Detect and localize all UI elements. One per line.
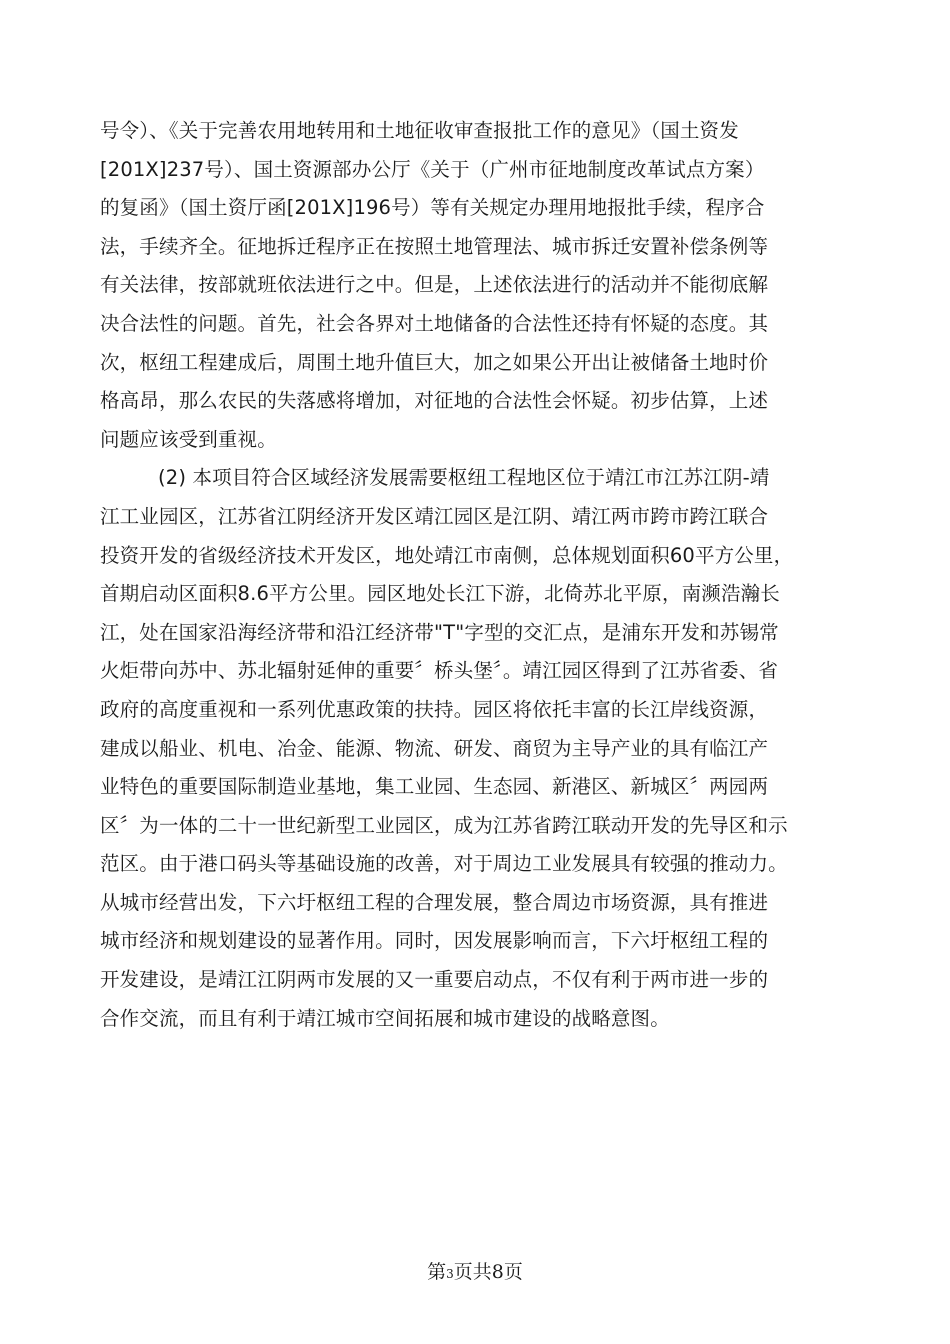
footer-suffix: 页 bbox=[503, 1261, 523, 1283]
footer-middle: 页共 bbox=[453, 1261, 492, 1283]
total-pages: 8 bbox=[491, 1261, 504, 1283]
text-line: 号令）、《关于完善农用地转用和土地征收审查报批工作的意见》（国土资发 bbox=[100, 119, 739, 142]
text-line: 建成以船业、机电、冶金、能源、物流、研发、商贸为主导产业的具有临江产 bbox=[100, 736, 769, 760]
text-line: 江工业园区，江苏省江阴经济开发区靖江园区是江阴、靖江两市跨市跨江联合 bbox=[100, 504, 769, 528]
text-line: 合作交流，而且有利于靖江城市空间拓展和城市建设的战略意图。 bbox=[100, 1006, 670, 1030]
text-line: 的复函》（国土资厅函[201X]196号）等有关规定办理用地报批手续，程序合 bbox=[100, 196, 765, 220]
text-line: 次，枢纽工程建成后，周围土地升值巨大，加之如果公开出让被储备土地时价 bbox=[100, 350, 769, 374]
page-number: 3 bbox=[446, 1267, 454, 1281]
footer-prefix: 第 bbox=[427, 1261, 447, 1283]
text-line: 开发建设，是靖江江阴两市发展的又一重要启动点，不仅有利于两市进一步的 bbox=[100, 968, 769, 992]
text-line: 法，手续齐全。征地拆迁程序正在按照土地管理法、城市拆迁安置补偿条例等 bbox=[100, 234, 769, 258]
text-line: 问题应该受到重视。 bbox=[100, 427, 277, 451]
text-line: 首期启动区面积8.6平方公里。园区地处长江下游，北倚苏北平原，南濒浩瀚长 bbox=[100, 582, 780, 606]
text-line: 政府的高度重视和一系列优惠政策的扶持。园区将依托丰富的长江岸线资源， bbox=[100, 697, 769, 721]
page-footer bbox=[0, 1257, 950, 1284]
text-line: 范区。由于港口码头等基础设施的改善，对于周边工业发展具有较强的推动力。 bbox=[100, 852, 788, 876]
text-line: 投资开发的省级经济技术开发区，地处靖江市南侧，总体规划面积60平方公里， bbox=[100, 543, 794, 567]
text-line: 决合法性的问题。首先，社会各界对土地储备的合法性还持有怀疑的态度。其 bbox=[100, 311, 769, 335]
text-line: 业特色的重要国际制造业基地，集工业园、生态园、新港区、新城区〞两园两 bbox=[100, 775, 769, 799]
text-line: 有关法律，按部就班依法进行之中。但是，上述依法进行的活动并不能彻底解 bbox=[100, 273, 769, 297]
text-line: 城市经济和规划建设的显著作用。同时，因发展影响而言，下六圩枢纽工程的 bbox=[100, 929, 769, 953]
text-line: [201X]237号）、国土资源部办公厅《关于（广州市征地制度改革试点方案） bbox=[100, 157, 765, 181]
body-text bbox=[100, 112, 850, 1038]
text-line: 格高昂，那么农民的失落感将增加，对征地的合法性会怀疑。初步估算，上述 bbox=[100, 389, 769, 413]
paragraph-start-line: (2) 本项目符合区域经济发展需要枢纽工程地区位于靖江市江苏江阴-靖 bbox=[158, 466, 770, 490]
text-line: 从城市经营出发，下六圩枢纽工程的合理发展，整合周边市场资源，具有推进 bbox=[100, 890, 769, 914]
text-line: 火炬带向苏中、苏北辐射延伸的重要〞桥头堡〞。靖江园区得到了江苏省委、省 bbox=[100, 659, 779, 683]
text-line: 区〞为一体的二十一世纪新型工业园区，成为江苏省跨江联动开发的先导区和示 bbox=[100, 813, 788, 837]
text-line: 江，处在国家沿海经济带和沿江经济带"T"字型的交汇点，是浦东开发和苏锡常 bbox=[100, 620, 779, 644]
